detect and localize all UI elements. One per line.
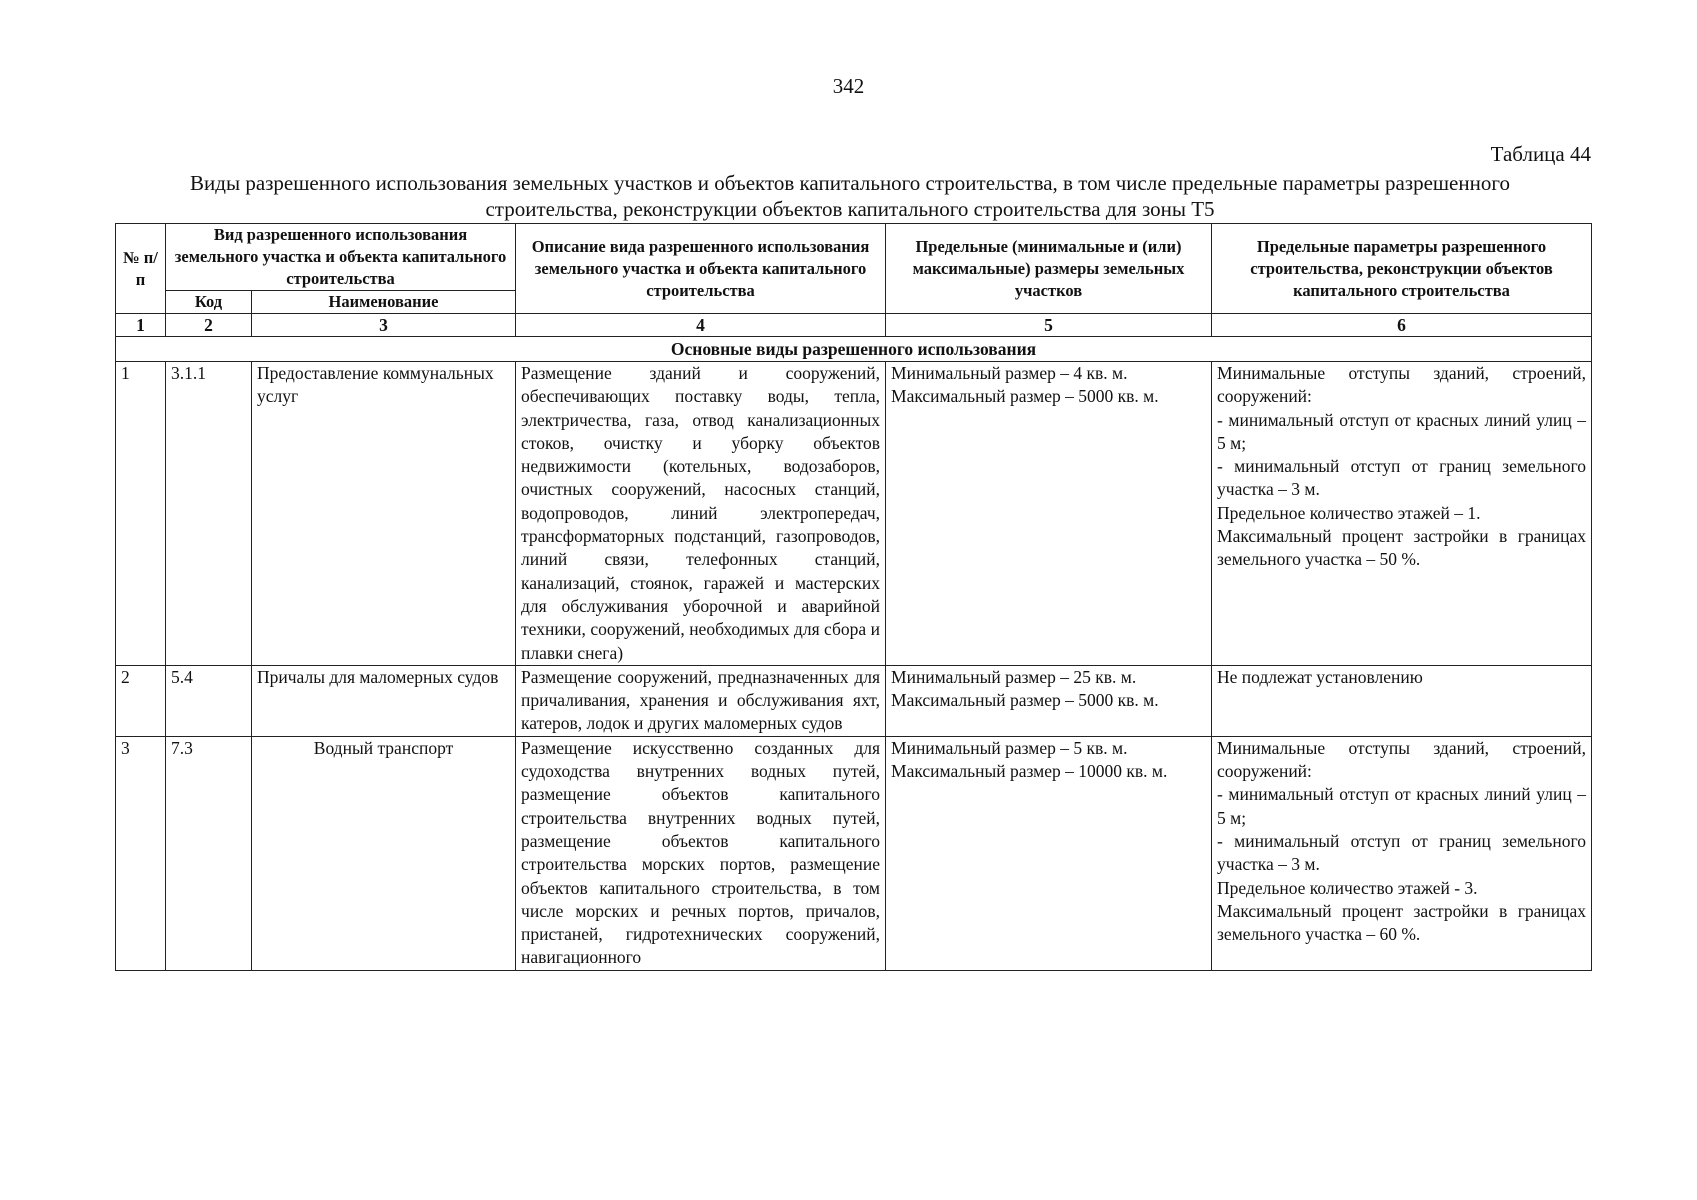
header-name: Наименование <box>252 291 516 314</box>
size-line: Минимальный размер – 5 кв. м. <box>891 737 1128 758</box>
table-row <box>116 362 1592 666</box>
column-number-row <box>116 314 1592 337</box>
size-line: Максимальный размер – 5000 кв. м. <box>891 690 1159 711</box>
row-code: 3.1.1 <box>166 362 252 666</box>
row-name: Водный транспорт <box>252 736 516 970</box>
param-line: - минимальный отступ от границ земельного участка – 3 м. <box>1217 830 1587 875</box>
param-line: Минимальные отступы зданий, строений, сооружений: <box>1217 363 1587 407</box>
table-number: Таблица 44 <box>1490 142 1591 166</box>
section-row <box>116 337 1592 362</box>
row-description: Размещение искусственно созданных для судоходства внутренних водных путей, размещение объектов капитального строительства внутренних водных путей, размещение объектов капитального строительства морских портов, размещение объектов капитального строительства, в том числе морских и речных портов, причалов, пристаней, гидротехнических сооружений, навигационного <box>516 736 886 970</box>
header-row-1 <box>116 224 1592 291</box>
param-line: Не подлежат установлению <box>1217 666 1423 687</box>
param-line: Минимальные отступы зданий, строений, сооружений: <box>1217 737 1587 782</box>
param-line: - минимальный отступ от красных линий улиц – 5 м; <box>1217 409 1587 453</box>
header-description: Описание вида разрешенного использования земельного участка и объекта капитального строительства <box>516 224 886 314</box>
table-row <box>116 736 1592 970</box>
row-code: 7.3 <box>166 736 252 970</box>
size-line: Минимальный размер – 4 кв. м. <box>891 363 1128 383</box>
row-description: Размещение сооружений, предназначенных для причаливания, хранения и обслуживания яхт, катеров, лодок и других маломерных судов <box>516 665 886 736</box>
row-params <box>1212 362 1592 666</box>
column-number: 3 <box>252 314 516 337</box>
column-number: 6 <box>1212 314 1592 337</box>
size-line: Минимальный размер – 25 кв. м. <box>891 666 1137 687</box>
row-sizes <box>886 362 1212 666</box>
row-description: Размещение зданий и сооружений, обеспечивающих поставку воды, тепла, электричества, газа, отвод канализационных стоков, очистку и уборку объектов недвижимости (котельных, водозаборов, очистных сооружений, насосных станций, водопроводов, линий электропередач, трансформаторных подстанций, газопроводов, линий связи, телефонных станций, канализаций, стоянок, гаражей и мастерских для обслуживания уборочной и аварийной техники, сооружений, необходимых для сбора и плавки снега) <box>516 362 886 666</box>
param-line: Максимальный процент застройки в границах земельного участка – 60 %. <box>1217 900 1587 945</box>
zoning-table <box>115 223 1592 971</box>
row-num: 1 <box>116 362 166 666</box>
row-num: 3 <box>116 736 166 970</box>
size-line: Максимальный размер – 5000 кв. м. <box>891 386 1159 407</box>
row-code: 5.4 <box>166 665 252 736</box>
param-line: Максимальный процент застройки в границах земельного участка – 50 %. <box>1217 526 1587 570</box>
column-number: 4 <box>516 314 886 337</box>
page-number: 342 <box>832 74 865 98</box>
column-number: 5 <box>886 314 1212 337</box>
column-number: 2 <box>166 314 252 337</box>
row-name: Причалы для маломерных судов <box>252 665 516 736</box>
column-number: 1 <box>116 314 166 337</box>
row-params <box>1212 736 1592 970</box>
table-row <box>116 665 1592 736</box>
row-name: Предоставление коммунальных услуг <box>252 362 516 666</box>
header-num: № п/п <box>116 224 166 314</box>
header-sizes: Предельные (минимальные и (или) максимальные) размеры земельных участков <box>886 224 1212 314</box>
header-vid: Вид разрешенного использования земельного участка и объекта капитального строительства <box>166 224 516 291</box>
header-params: Предельные параметры разрешенного строительства, реконструкции объектов капитального строительства <box>1212 224 1592 314</box>
section-title: Основные виды разрешенного использования <box>116 337 1592 362</box>
param-line: - минимальный отступ от границ земельного участка – 3 м. <box>1217 456 1587 500</box>
table-title: Виды разрешенного использования земельных участков и объектов капитального строительства, в том числе предельные параметры разрешенного строительства, реконструкции объектов капитального строительства для зоны Т5 <box>190 171 1510 221</box>
param-line: Предельное количество этажей – 1. <box>1217 502 1481 523</box>
header-code: Код <box>166 291 252 314</box>
row-sizes <box>886 736 1212 970</box>
row-num: 2 <box>116 665 166 736</box>
row-sizes <box>886 665 1212 736</box>
row-params <box>1212 665 1592 736</box>
size-line: Максимальный размер – 10000 кв. м. <box>891 761 1168 782</box>
param-line: Предельное количество этажей - 3. <box>1217 877 1478 898</box>
param-line: - минимальный отступ от красных линий улиц – 5 м; <box>1217 784 1587 828</box>
